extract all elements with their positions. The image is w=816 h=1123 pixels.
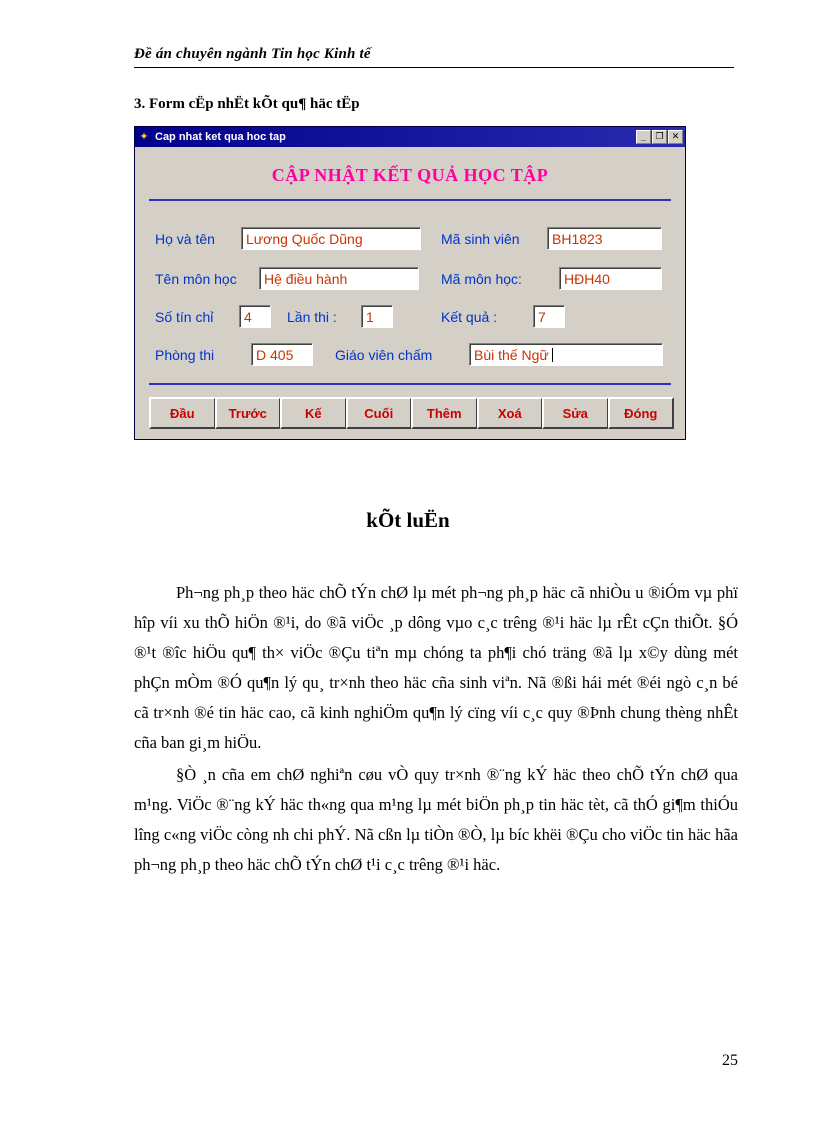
window-title: Cap nhat ket qua hoc tap	[155, 131, 286, 143]
input-ma-mon-hoc[interactable]: HĐH40	[559, 267, 662, 290]
label-ho-va-ten: Họ và tên	[155, 231, 215, 247]
button-sua-label: Sửa	[562, 405, 588, 421]
button-them[interactable]	[411, 397, 478, 429]
label-ten-mon-hoc: Tên môn học	[155, 271, 237, 287]
form-window-screenshot	[134, 126, 686, 440]
divider-bottom	[149, 383, 671, 385]
minimize-button[interactable]	[636, 130, 651, 144]
button-dau-label: Đầu	[169, 405, 195, 421]
running-header	[134, 46, 734, 68]
button-them-label: Thêm	[426, 405, 462, 421]
input-ket-qua[interactable]: 7	[533, 305, 565, 328]
conclusion-body	[134, 578, 738, 880]
input-ten-mon-hoc[interactable]: Hệ điều hành	[259, 267, 419, 290]
label-ma-sinh-vien: Mã sinh viên	[441, 231, 520, 247]
button-truoc-label: Trước	[228, 405, 267, 421]
label-phong-thi: Phòng thi	[155, 347, 215, 363]
label-ma-mon-hoc: Mã môn học:	[441, 271, 522, 287]
header-rule	[134, 67, 734, 68]
input-lan-thi[interactable]: 1	[361, 305, 393, 328]
label-lan-thi: Lần thi :	[287, 309, 337, 325]
button-ke[interactable]	[280, 397, 347, 429]
maximize-button[interactable]	[652, 130, 667, 144]
button-cuoi-label: Cuối	[364, 405, 394, 421]
divider-top	[149, 199, 671, 201]
button-ke-label: Kế	[304, 405, 322, 421]
button-xoa[interactable]	[477, 397, 544, 429]
maximize-icon: ❐	[655, 131, 664, 141]
button-dong[interactable]	[608, 397, 675, 429]
button-dong-label: Đóng	[624, 405, 658, 421]
input-so-tin-chi[interactable]: 4	[239, 305, 271, 328]
close-button[interactable]	[668, 130, 683, 144]
input-ma-sinh-vien[interactable]: BH1823	[547, 227, 662, 250]
input-phong-thi[interactable]: D 405	[251, 343, 313, 366]
form-body	[135, 147, 685, 439]
label-ket-qua: Kết quả :	[441, 309, 498, 325]
paragraph-2: §Ò ¸n cña em chØ nghiªn cøu vÒ quy tr×nh ®¨ng kÝ häc theo chÕ tÝn chØ qua m¹ng. ViÖc ®¨ng kÝ häc th«ng qua m¹ng lµ mét biÖn ph¸p tin häc tèt, cã thÓ gi¶m thiÓu lîng c«ng viÖc còng nh chi phÝ. Nã cßn lµ tiÒn ®Ò, lµ bíc khëi ®Çu cho viÖc tin häc hãa ph¬ng ph¸p theo häc chÕ tÝn chØ t¹i c¸c trêng ®¹i häc.	[134, 765, 738, 874]
app-icon: ✦	[139, 130, 149, 143]
window-controls	[636, 130, 683, 144]
form-title: CẬP NHẬT KẾT QUẢ HỌC TẬP	[271, 165, 549, 185]
paragraph-1: Ph¬ng ph¸p theo häc chÕ tÝn chØ lµ mét ph¬ng ph¸p häc cã nhiÒu u ®iÓm vµ phï hîp víi xu thÕ hiÖn ®¹i, do ®ã viÖc ¸p dông vµo c¸c trêng ®¹i häc lµ rÊt cÇn thiÕt. §Ó ®¹t ®îc hiÖu qu¶ th× viÖc ®Çu tiªn mµ chóng ta ph¶i chó träng ®ã lµ x©y dùng mét phÇn mÒm ®Ó qu¶n lý qu¸ tr×nh theo häc cña sinh viªn. Nã ®ßi hái mét ®éi ngò c¸n bé cã tr×nh ®é tin häc cao, cã kinh nghiÖm qu¶n lý cïng víi c¸c quy ®Þnh chung thèng nhÊt cña ban gi¸m hiÖu.	[134, 583, 738, 752]
button-truoc[interactable]	[215, 397, 282, 429]
page-number: 25	[722, 1052, 738, 1069]
minimize-icon: _	[640, 132, 646, 142]
section-heading: 3. Form cËp nhËt kÕt qu¶ häc tËp	[134, 96, 360, 112]
close-icon: ✕	[671, 131, 680, 141]
label-so-tin-chi: Số tín chỉ	[155, 309, 214, 325]
button-dau[interactable]	[149, 397, 216, 429]
navigation-button-row	[149, 397, 673, 429]
running-header-text: Đề án chuyên ngành Tin học Kinh tế	[134, 46, 371, 62]
button-xoa-label: Xoá	[497, 405, 522, 421]
button-cuoi[interactable]	[346, 397, 413, 429]
window-titlebar	[135, 127, 685, 147]
button-sua[interactable]	[542, 397, 609, 429]
input-giao-vien-cham[interactable]: Bùi thế Ngữ	[469, 343, 663, 366]
conclusion-title: kÕt luËn	[366, 508, 450, 532]
input-ho-va-ten[interactable]: Lương Quốc Dũng	[241, 227, 421, 250]
label-giao-vien-cham: Giáo viên chấm	[335, 347, 433, 363]
